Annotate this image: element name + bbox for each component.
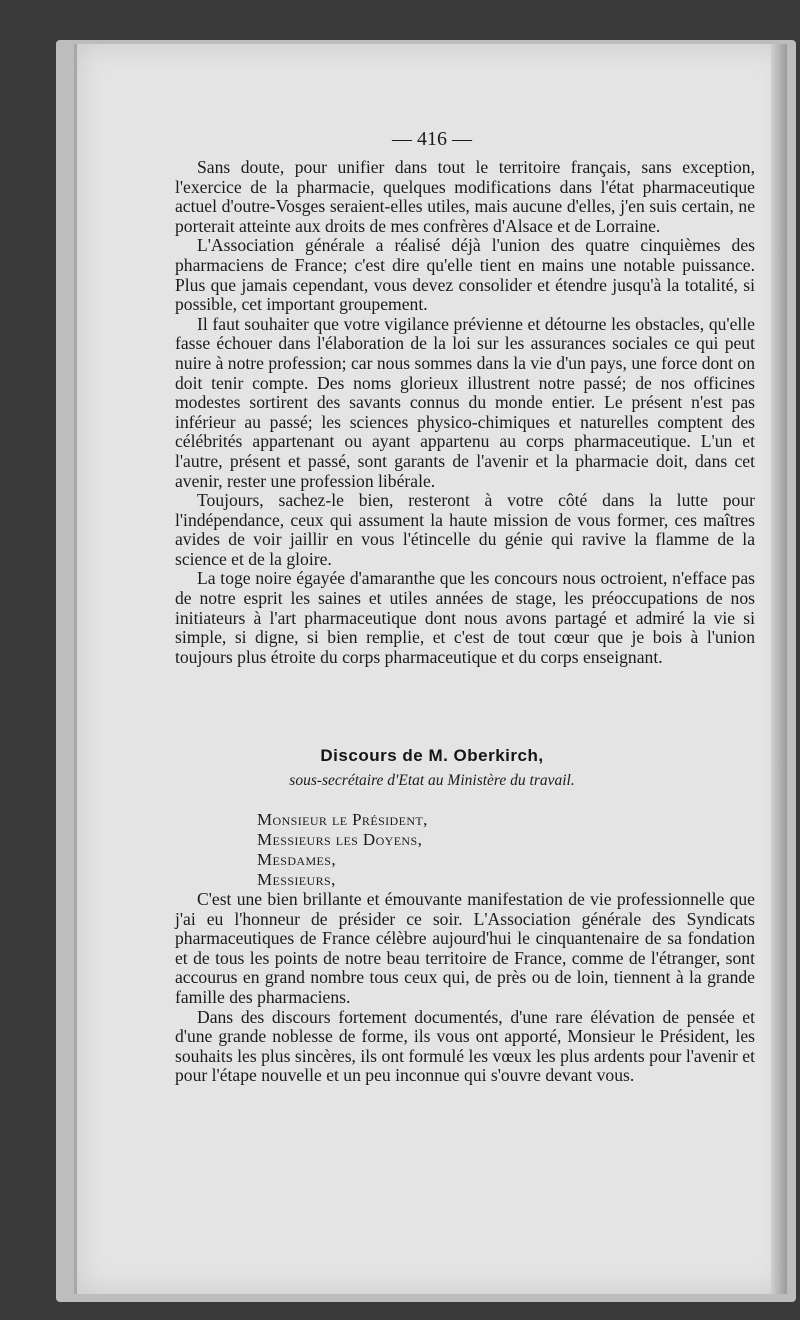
salutation-line: Messieurs, (257, 870, 336, 889)
text-block-speech (175, 890, 755, 1086)
paragraph: Il faut souhaiter que votre vigilance prévienne et détourne les obstacles, qu'elle fasse échouer dans l'élaboration de la loi sur les assurances sociales ce qui peut nuire à notre profession; car nous sommes dans la vie d'un pays, une force dont on doit tenir compte. Des noms glorieux illustrent notre passé; de nos officines modestes sortirent des savants connus du monde entier. Le présent n'est pas inférieur au passé; les sciences physico-chimiques et naturelles comptent des célébrités appartenant ou ayant appartenu au corps pharmaceutique. L'un et l'autre, présent et passé, sont garants de l'avenir et la pharmacie doit, dans cet avenir, rester une profession libérale. (175, 313, 755, 491)
book-page (74, 44, 787, 1294)
page-number: — 416 — (392, 128, 472, 150)
paragraph: Toujours, sachez-le bien, resteront à votre côté dans la lutte pour l'indépendance, ceux qui assument la haute mission de vous former, ces maîtres avides de voir jaillir en vous l'étincelle du génie qui ravive la flamme de la science et de la gloire. (175, 490, 755, 569)
salutation-line: Mesdames, (257, 850, 336, 869)
paragraph: Dans des discours fortement documentés, d'une rare élévation de pensée et d'une grande noblesse de forme, ils vous ont apporté, Monsieur le Président, les souhaits les plus sincères, ils ont formulé les vœux les plus ardents pour l'avenir et pour l'étape nouvelle et un peu inconnue qui s'ouvre devant vous. (175, 1006, 755, 1086)
paragraph: La toge noire égayée d'amaranthe que les concours nous octroient, n'efface pas de notre esprit les saines et utiles années de stage, les préoccupations de nos initiateurs à l'art pharmaceutique dont nous avons partagé et admiré la vie si simple, si digne, si bien remplie, et c'est de tout cœur que je bois à l'union toujours plus étroite du corps pharmaceutique et du corps enseignant. (175, 568, 755, 667)
salutation-line: Monsieur le Président, (257, 810, 428, 829)
page-edge-shadow (771, 44, 787, 1294)
salutations (257, 810, 428, 890)
salutation-line: Messieurs les Doyens, (257, 830, 423, 849)
paragraph: Sans doute, pour unifier dans tout le territoire français, sans exception, l'exercice de la pharmacie, quelques modifications dans l'état pharmaceutique actuel d'outre-Vosges seraient-elles utiles, mais aucune d'elles, j'en suis certain, ne porterait atteinte aux droits de mes confrères d'Alsace et de Lorraine. (175, 157, 755, 236)
speech-subtitle: sous-secrétaire d'Etat au Ministère du travail. (289, 772, 575, 789)
text-block-before-speech (175, 158, 755, 667)
paragraph: L'Association générale a réalisé déjà l'union des quatre cinquièmes des pharmaciens de France; c'est dire qu'elle tient en mains une notable puissance. Plus que jamais cependant, vous devez consolider et étendre jusqu'à la totalité, si possible, cet important groupement. (175, 235, 755, 315)
speech-title: Discours de M. Oberkirch, (320, 746, 544, 765)
paragraph: C'est une bien brillante et émouvante manifestation de vie professionnelle que j'ai eu l'honneur de présider ce soir. L'Association générale des Syndicats pharmaceutiques de France célèbre aujourd'hui le cinquantenaire de sa fondation et de tous les points de notre beau territoire de France, comme de l'étranger, sont accourus en grand nombre tous ceux qui, de près ou de loin, tiennent à la grande famille des pharmaciens. (175, 889, 755, 1007)
